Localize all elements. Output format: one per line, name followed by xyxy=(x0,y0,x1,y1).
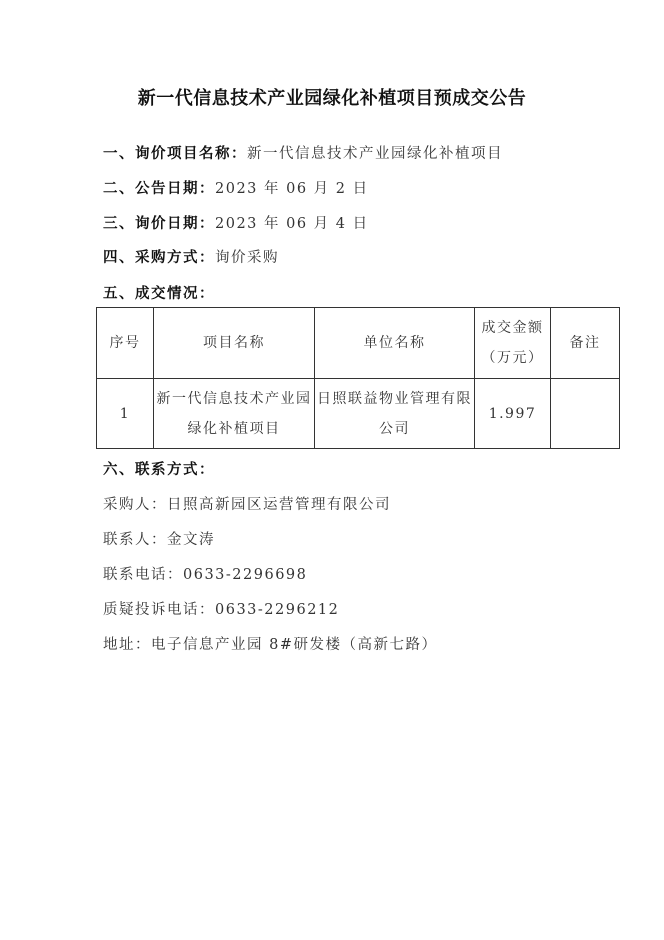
result-label: 五、成交情况： xyxy=(103,286,215,302)
cell-seq: 1 xyxy=(97,379,154,449)
result-line xyxy=(103,282,215,303)
buyer-text: 采购人：日照高新园区运营管理有限公司 xyxy=(103,497,391,513)
announce-date-label: 二、公告日期： xyxy=(103,181,215,197)
page-title: 新一代信息技术产业园绿化补植项目预成交公告 xyxy=(137,88,527,109)
contact-line xyxy=(103,458,215,479)
contact-label: 六、联系方式： xyxy=(103,462,215,478)
cell-unit xyxy=(315,379,475,449)
header-unit: 单位名称 xyxy=(315,308,475,379)
project-name-line xyxy=(103,142,503,163)
cell-unit-line1: 日照联益物业管理有限 xyxy=(317,390,472,407)
project-name-label: 一、询价项目名称： xyxy=(103,146,247,162)
table-header-row xyxy=(97,308,620,379)
announce-date-value: 2023 年 06 月 2 日 xyxy=(215,181,369,197)
cell-amount: 1.997 xyxy=(475,379,551,449)
announce-date-line xyxy=(103,177,369,198)
header-amount xyxy=(475,308,551,379)
complaint-phone-text: 质疑投诉电话：0633-2296212 xyxy=(103,602,340,618)
inquiry-date-label: 三、询价日期： xyxy=(103,216,215,232)
result-table xyxy=(96,307,620,449)
inquiry-date-value: 2023 年 06 月 4 日 xyxy=(215,216,369,232)
address-text: 地址：电子信息产业园 8#研发楼（高新七路） xyxy=(103,637,438,653)
contact-person-text: 联系人：金文涛 xyxy=(103,532,215,548)
project-name-value: 新一代信息技术产业园绿化补植项目 xyxy=(247,146,503,162)
header-seq: 序号 xyxy=(97,308,154,379)
header-amount-line2: （万元） xyxy=(481,350,544,366)
header-amount-line1: 成交金额 xyxy=(481,320,544,336)
inquiry-date-line xyxy=(103,212,369,233)
cell-unit-line2: 公司 xyxy=(379,420,410,437)
cell-project xyxy=(154,379,315,449)
method-value: 询价采购 xyxy=(215,250,279,266)
method-line xyxy=(103,246,279,267)
cell-project-line2: 绿化补植项目 xyxy=(187,420,281,437)
header-remark: 备注 xyxy=(551,308,620,379)
table-row xyxy=(97,379,620,449)
cell-remark xyxy=(551,379,620,449)
method-label: 四、采购方式： xyxy=(103,250,215,266)
header-project: 项目名称 xyxy=(154,308,315,379)
contact-phone-text: 联系电话：0633-2296698 xyxy=(103,567,308,583)
cell-project-line1: 新一代信息技术产业园 xyxy=(156,390,312,407)
